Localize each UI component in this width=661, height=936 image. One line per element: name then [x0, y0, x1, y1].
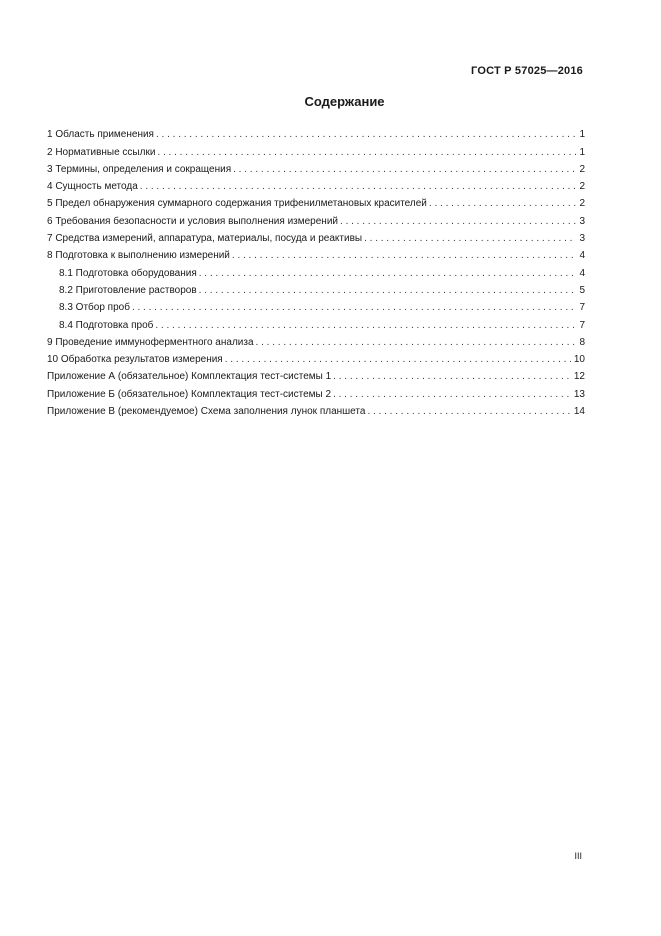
toc-entry[interactable]	[47, 176, 585, 193]
toc-dot-leader	[199, 285, 577, 297]
toc-entry-label: 9 Проведение иммуноферментного анализа	[47, 336, 254, 348]
toc-entry-label: 2 Нормативные ссылки	[47, 146, 156, 158]
toc-entry-page: 14	[573, 406, 585, 418]
toc-dot-leader	[132, 302, 577, 314]
toc-entry-page: 1	[579, 129, 585, 141]
toc-entry-label: 3 Термины, определения и сокращения	[47, 163, 232, 175]
toc-entry-page: 7	[579, 302, 585, 314]
toc-entry[interactable]	[47, 297, 585, 314]
toc-entry-page: 1	[579, 146, 585, 158]
toc-title: Содержание	[304, 94, 385, 109]
toc-dot-leader	[340, 216, 576, 228]
toc-dot-leader	[333, 371, 571, 383]
toc-entry[interactable]	[47, 314, 585, 331]
toc-entry-page: 3	[579, 233, 585, 245]
toc-entry[interactable]	[47, 262, 585, 279]
toc-entry-page: 5	[579, 284, 585, 296]
toc-entry-page: 13	[573, 388, 585, 400]
toc-entry-page: 8	[579, 336, 585, 348]
toc-entry-label: Приложение Б (обязательное) Комплектация тест-системы 2	[47, 388, 332, 400]
toc-dot-leader	[140, 181, 577, 193]
toc-dot-leader	[156, 129, 576, 141]
toc-entry[interactable]	[47, 228, 585, 245]
toc-entry-page: 2	[579, 181, 585, 193]
toc-entry[interactable]	[47, 332, 585, 349]
toc-dot-leader	[225, 354, 571, 366]
toc-entry[interactable]	[47, 280, 585, 297]
toc-dot-leader	[157, 147, 576, 159]
toc-entry-label: 1 Область применения	[47, 129, 154, 141]
toc-entry[interactable]	[47, 349, 585, 366]
toc-entry-page: 7	[579, 319, 585, 331]
toc-entry[interactable]	[47, 366, 585, 383]
toc-entry[interactable]	[47, 141, 585, 158]
toc-dot-leader	[232, 250, 577, 262]
toc-entry-page: 2	[579, 163, 585, 175]
toc-entry-label: 6 Требования безопасности и условия выполнения измерений	[47, 215, 339, 227]
toc-entry[interactable]	[47, 159, 585, 176]
toc-entry-page: 10	[573, 354, 585, 366]
page-number: III	[574, 851, 582, 861]
toc-entry-label: Приложение А (обязательное) Комплектация тест-системы 1	[47, 371, 332, 383]
toc-dot-leader	[233, 164, 576, 176]
toc-dot-leader	[155, 320, 576, 332]
toc-entry[interactable]	[47, 383, 585, 400]
toc-entry-label: 4 Сущность метода	[47, 181, 138, 193]
toc-dot-leader	[256, 337, 577, 349]
toc-entry-label: 5 Предел обнаружения суммарного содержания трифенилметановых красителей	[47, 198, 427, 210]
toc-entry-page: 4	[579, 250, 585, 262]
toc-entry-label: 7 Средства измерений, аппаратура, материалы, посуда и реактивы	[47, 233, 363, 245]
toc-dot-leader	[367, 406, 570, 418]
toc-entry[interactable]	[47, 124, 585, 141]
toc-entry-label: 8.1 Подготовка оборудования	[59, 267, 197, 279]
toc-entry-page: 4	[579, 267, 585, 279]
toc-entry-label: Приложение В (рекомендуемое) Схема заполнения лунок планшета	[47, 406, 366, 418]
toc-entry-page: 2	[579, 198, 585, 210]
toc-entry-label: 8.4 Подготовка проб	[59, 319, 154, 331]
toc-entry-label: 8 Подготовка к выполнению измерений	[47, 250, 230, 262]
toc-entry[interactable]	[47, 210, 585, 227]
document-code: ГОСТ Р 57025—2016	[471, 65, 583, 77]
table-of-contents	[47, 124, 585, 418]
toc-entry-label: 10 Обработка результатов измерения	[47, 354, 223, 366]
toc-entry-page: 3	[579, 215, 585, 227]
toc-dot-leader	[429, 198, 577, 210]
toc-entry[interactable]	[47, 193, 585, 210]
toc-entry[interactable]	[47, 401, 585, 418]
toc-entry-page: 12	[573, 371, 585, 383]
toc-dot-leader	[364, 233, 576, 245]
toc-dot-leader	[333, 389, 571, 401]
toc-entry[interactable]	[47, 245, 585, 262]
toc-entry-label: 8.3 Отбор проб	[59, 302, 130, 314]
toc-entry-label: 8.2 Приготовление растворов	[59, 284, 197, 296]
toc-dot-leader	[199, 268, 577, 280]
